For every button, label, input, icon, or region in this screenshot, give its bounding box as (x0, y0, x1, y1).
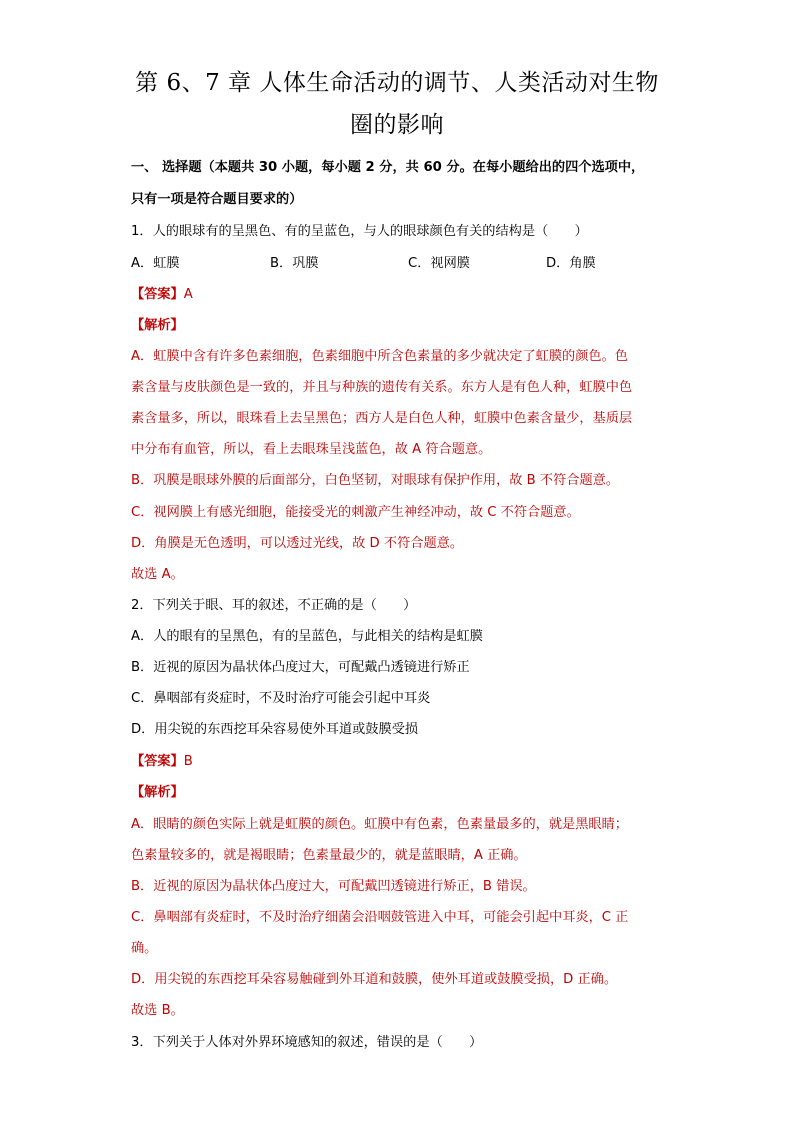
answer-value: B (183, 754, 193, 769)
question-2-option-b: B．近视的原因为晶状体凸度过大，可配戴凸透镜进行矫正 (131, 660, 470, 675)
question-1-conclusion: 故选 A。 (131, 567, 184, 582)
question-1-analysis-label (131, 316, 671, 336)
question-2-option-d: D．用尖锐的东西挖耳朵容易使外耳道或鼓膜受损 (131, 722, 419, 737)
question-2-analysis-label (131, 783, 671, 803)
question-2-option-c: C．鼻咽部有炎症时，不及时治疗可能会引起中耳炎 (131, 691, 431, 706)
question-3-stem: 3．下列关于人体对外界环境感知的叙述，错误的是（ ） (131, 1035, 483, 1050)
page-title-line-2: 圈的影响 (350, 112, 444, 138)
question-1-option-c: C．视网膜 (408, 256, 470, 271)
question-2-analysis-line: B．近视的原因为晶状体凸度过大，可配戴凹透镜进行矫正，B 错误。 (131, 879, 536, 894)
answer-label: 【答案】 (131, 287, 184, 302)
question-1-analysis-line: C．视网膜上有感光细胞，能接受光的刺激产生神经冲动，故 C 不符合题意。 (131, 505, 580, 520)
question-1-option-b: B．巩膜 (270, 256, 319, 271)
question-2-analysis-line: 确。 (131, 941, 158, 956)
analysis-label: 【解析】 (131, 785, 184, 800)
analysis-label: 【解析】 (131, 318, 184, 333)
question-1-option-a: A．虹膜 (131, 256, 180, 271)
question-2-conclusion: 故选 B。 (131, 1003, 184, 1018)
question-2-answer (131, 752, 671, 772)
question-2-stem: 2．下列关于眼、耳的叙述，不正确的是（ ） (131, 598, 417, 613)
question-2-analysis-line: A．眼睛的颜色实际上就是虹膜的颜色。虹膜中有色素，色素量最多的，就是黑眼睛； (131, 817, 628, 832)
question-2-analysis-line: 色素量较多的，就是褐眼睛；色素量最少的，就是蓝眼睛，A 正确。 (131, 848, 527, 863)
question-1-analysis-line: 素含量多，所以，眼珠看上去呈黑色；西方人是白色人种，虹膜中色素含量少，基质层 (131, 411, 633, 426)
question-1-option-d: D．角膜 (546, 256, 596, 271)
question-1-answer (131, 285, 671, 305)
answer-value: A (183, 287, 193, 302)
question-2-analysis-line: C．鼻咽部有炎症时，不及时治疗细菌会沿咽鼓管进入中耳，可能会引起中耳炎，C 正 (131, 910, 629, 925)
question-1-analysis-line: A．虹膜中含有许多色素细胞，色素细胞中所含色素量的多少就决定了虹膜的颜色。色 (131, 349, 628, 364)
question-1-analysis-line: D．角膜是无色透明，可以透过光线，故 D 不符合题意。 (131, 536, 464, 551)
question-1-stem: 1．人的眼球有的呈黑色、有的呈蓝色，与人的眼球颜色有关的结构是（ ） (131, 224, 588, 239)
section-heading-line-2: 只有一项是符合题目要求的） (131, 192, 303, 207)
question-2-option-a: A．人的眼有的呈黑色，有的呈蓝色，与此相关的结构是虹膜 (131, 629, 483, 644)
answer-label: 【答案】 (131, 754, 184, 769)
page-title-line-1: 第 6、7 章 人体生命活动的调节、人类活动对生物 (135, 70, 659, 96)
question-1-analysis-line: B．巩膜是眼球外膜的后面部分，白色坚韧，对眼球有保护作用，故 B 不符合题意。 (131, 473, 620, 488)
question-1-analysis-line: 中分布有血管，所以，看上去眼珠呈浅蓝色，故 A 符合题意。 (131, 442, 492, 457)
question-1-analysis-line: 素含量与皮肤颜色是一致的，并且与种族的遗传有关系。东方人是有色人种，虹膜中色 (131, 380, 633, 395)
section-heading-line-1: 一、 选择题（本题共 30 小题，每小题 2 分，共 60 分。在每小题给出的四个选项中， (131, 160, 645, 175)
question-2-analysis-line: D．用尖锐的东西挖耳朵容易触碰到外耳道和鼓膜，使外耳道或鼓膜受损，D 正确。 (131, 972, 618, 987)
